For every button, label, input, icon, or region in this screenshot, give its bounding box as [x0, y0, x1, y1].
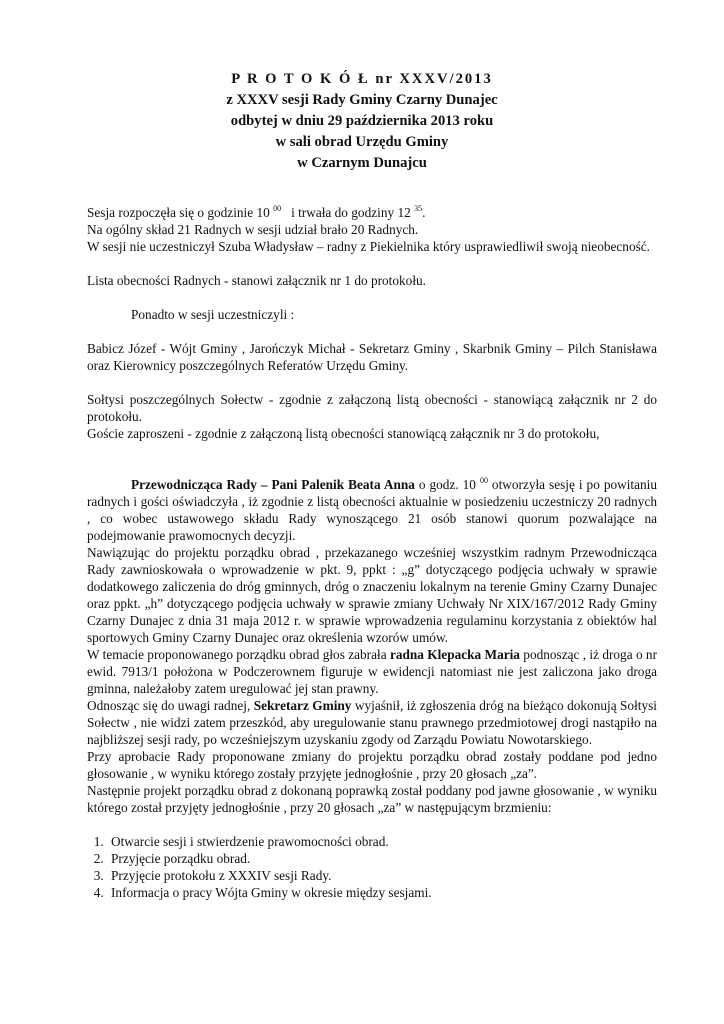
- attendance-list-note: Lista obecności Radnych - stanowi załącznik nr 1 do protokołu.: [87, 273, 426, 288]
- title-line-protocol: P R O T O K Ó Ł nr XXXV/2013: [231, 71, 493, 87]
- guests-present: Goście zaproszeni - zgodnie z załączoną listą obecności stanowiącą załącznik nr 3 do protokołu,: [87, 426, 600, 441]
- session-absent: W sesji nie uczestniczył Szuba Władysław – radny z Piekielnika który usprawiedliwił swoją nieobecność.: [87, 239, 651, 254]
- vote-changes-paragraph: Przy aprobacie Rady proponowane zmiany do projektu porządku obrad zostały poddane pod jedno głosowanie , w wyniku którego zostały przyjęte jednogłośnie , przy 20 głosach „za”.: [87, 749, 657, 781]
- session-time: Sesja rozpoczęła się o godzinie 10 $^{00}$ i trwała do godziny 12 $^{35}$.: [87, 204, 426, 220]
- vote-agenda-paragraph: Następnie projekt porządku obrad z dokonaną poprawką został poddany pod jawne głosowanie , w wyniku którego został przyjęty jednogłośnie , przy 20 głosach „za” w następującym brzmieniu:: [87, 783, 657, 815]
- officials-present: Babicz Józef - Wójt Gminy , Jarończyk Michał - Sekretarz Gminy , Skarbnik Gminy – Pilch Stanisława oraz Kierownicy poszczególnych Referatów Urzędu Gminy.: [87, 341, 657, 373]
- chairwoman-name: Przewodnicząca Rady – Pani Palenik Beata Anna: [131, 477, 415, 492]
- title-line-date: odbytej w dniu 29 października 2013 roku: [230, 113, 494, 129]
- agenda-item: 3. Przyjęcie protokołu z XXXIV sesji Rady.: [107, 867, 657, 884]
- document-body: [87, 204, 657, 901]
- soltysi-present: Sołtysi poszczególnych Sołectw - zgodnie z załączoną listą obecności - stanowiącą załącznik nr 2 do protokołu.: [87, 392, 657, 424]
- also-present-heading: Ponadto w sesji uczestniczyli :: [131, 307, 295, 322]
- agenda-item: 4. Informacja o pracy Wójta Gminy w okresie między sesjami.: [107, 884, 657, 901]
- secretary-paragraph: Odnosząc się do uwagi radnej, Sekretarz Gminy wyjaśnił, iż zgłoszenia dróg na bieżąco dokonują Sołtysi Sołectw , nie widzi zatem przeszkód, aby uregulowanie stanu prawnego przedmiotowej drogi nastąpiło na najbliższej sesji rady, po wcześniejszym uzyskaniu zgody od Zarządu Powiatu Nowotarskiego.: [87, 698, 657, 747]
- agenda-item: 1. Otwarcie sesji i stwierdzenie prawomocności obrad.: [107, 833, 657, 850]
- title-line-session: z XXXV sesji Rady Gminy Czarny Dunajec: [226, 92, 498, 108]
- agenda-list: [87, 833, 657, 901]
- session-attendance: Na ogólny skład 21 Radnych w sesji udział brało 20 Radnych.: [87, 222, 419, 237]
- councillor-name: radna Klepacka Maria: [389, 647, 520, 662]
- title-line-place: w Czarnym Dunajcu: [297, 155, 427, 171]
- secretary-name: Sekretarz Gminy: [253, 698, 352, 713]
- opening-paragraph: Przewodnicząca Rady – Pani Palenik Beata Anna o godz. 10 $^{00}$ otworzyła sesję i po powitaniu radnych i gości oświadczyła , iż zgodnie z listą obecności aktualnie w posiedzeniu uczestniczy 20 radnych , co wobec ustawowego składu Rady wynoszącego 21 osób stanowi quorum pozwalające na podejmowanie prawomocnych decyzji.: [87, 476, 658, 543]
- agenda-item: 2. Przyjęcie porządku obrad.: [107, 850, 657, 867]
- agenda-change-paragraph: Nawiązując do projektu porządku obrad , przekazanego wcześniej wszystkim radnym Przewodnicząca Rady zawnioskowała o wprowadzenie w pkt. 9, ppkt : „g” dotyczącego podjęcia uchwały w sprawie dodatkowego zaliczenia do dróg gminnych, dróg o znaczeniu lokalnym na terenie Gminy Czarny Dunajec oraz ppkt. „h” dotyczącego podjęcia uchwały w sprawie zmiany Uchwały Nr XIX/167/2012 Rady Gminy Czarny Dunajec z dnia 31 maja 2012 r. w sprawie wprowadzenia regulaminu korzystania z obiektów hal sportowych Gminy Czarny Dunajec oraz określenia wzorów umów.: [87, 545, 657, 645]
- title-line-venue: w sali obrad Urzędu Gminy: [275, 134, 449, 150]
- klepacka-paragraph: W temacie proponowanego porządku obrad głos zabrała radna Klepacka Maria podnosząc , iż droga o nr ewid. 7913/1 położona w Podczerownem figuruje w ewidencji natomiast nie jest zaliczona jako droga gminna, należałoby zatem uregulować jej stan prawny.: [87, 647, 657, 696]
- document-title: [0, 69, 724, 174]
